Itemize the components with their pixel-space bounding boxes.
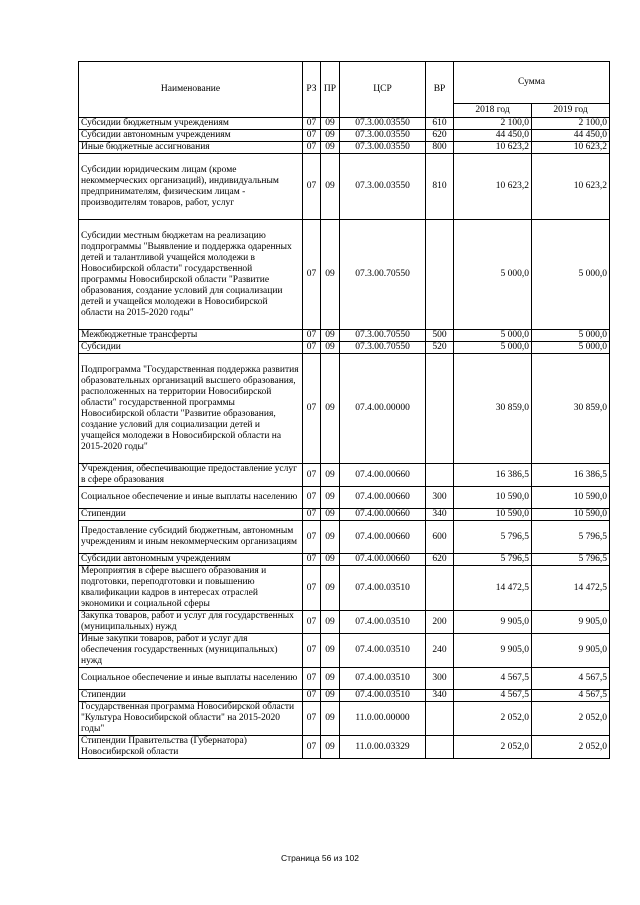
cell-rz: 07	[303, 154, 321, 220]
cell-vr	[426, 702, 454, 736]
cell-s2019: 4 567,5	[532, 668, 610, 690]
cell-s2019: 2 052,0	[532, 736, 610, 759]
cell-vr: 620	[426, 130, 454, 142]
cell-vr	[426, 354, 454, 464]
cell-pr: 09	[321, 154, 340, 220]
cell-s2019: 10 623,2	[532, 142, 610, 154]
cell-rz: 07	[303, 509, 321, 521]
cell-rz: 07	[303, 220, 321, 330]
cell-csr: 07.4.00.00660	[340, 521, 426, 554]
table-row	[79, 154, 610, 220]
cell-vr: 200	[426, 611, 454, 634]
header-csr: ЦСР	[340, 62, 426, 118]
cell-rz: 07	[303, 690, 321, 702]
cell-s2019: 4 567,5	[532, 690, 610, 702]
cell-s2018: 10 590,0	[454, 487, 532, 509]
cell-csr: 07.4.00.03510	[340, 690, 426, 702]
cell-csr: 07.3.00.03550	[340, 142, 426, 154]
cell-vr: 810	[426, 154, 454, 220]
cell-s2018: 30 859,0	[454, 354, 532, 464]
cell-rz: 07	[303, 668, 321, 690]
cell-name: Субсидии автономным учреждениям	[79, 554, 303, 566]
table-row	[79, 509, 610, 521]
header-name: Наименование	[79, 62, 303, 118]
cell-csr: 07.4.00.03510	[340, 611, 426, 634]
cell-rz: 07	[303, 130, 321, 142]
cell-s2019: 5 796,5	[532, 554, 610, 566]
cell-name: Субсидии юридическим лицам (кроме некоммерческих организаций), индивидуальным предпринимателям, физическим лицам - производителям товаров, работ, услуг	[79, 154, 303, 220]
cell-pr: 09	[321, 487, 340, 509]
cell-pr: 09	[321, 554, 340, 566]
cell-csr: 07.4.00.00660	[340, 554, 426, 566]
cell-vr: 240	[426, 634, 454, 668]
cell-s2019: 10 623,2	[532, 154, 610, 220]
cell-vr: 340	[426, 509, 454, 521]
cell-name: Субсидии бюджетным учреждениям	[79, 118, 303, 130]
cell-vr	[426, 736, 454, 759]
cell-csr: 07.4.00.03510	[340, 668, 426, 690]
page-footer: Страница 56 из 102	[281, 853, 359, 863]
cell-s2018: 10 623,2	[454, 142, 532, 154]
table-row	[79, 130, 610, 142]
table-body	[79, 118, 610, 759]
header-rz: РЗ	[303, 62, 321, 118]
cell-name: Иные бюджетные ассигнования	[79, 142, 303, 154]
cell-name: Мероприятия в сфере высшего образования и подготовки, переподготовки и повышению квалификации кадров в интересах отраслей экономики и социальной сферы	[79, 566, 303, 611]
cell-s2018: 44 450,0	[454, 130, 532, 142]
cell-csr: 07.3.00.70550	[340, 220, 426, 330]
cell-rz: 07	[303, 118, 321, 130]
cell-pr: 09	[321, 521, 340, 554]
cell-s2019: 30 859,0	[532, 354, 610, 464]
cell-vr: 500	[426, 330, 454, 342]
cell-s2019: 5 000,0	[532, 220, 610, 330]
cell-vr: 610	[426, 118, 454, 130]
cell-csr: 07.4.00.00660	[340, 487, 426, 509]
cell-csr: 07.3.00.70550	[340, 330, 426, 342]
cell-name: Межбюджетные трансферты	[79, 330, 303, 342]
cell-name: Субсидии местным бюджетам на реализацию подпрограммы "Выявление и поддержка одаренных детей и талантливой учащейся молодежи в Новосибирской области" государственной программы Новосибирской области "Развитие образования, создание условий для социализации детей и учащейся молодежи в Новосибирской области на 2015-2020 годы"	[79, 220, 303, 330]
cell-name: Субсидии	[79, 342, 303, 354]
cell-pr: 09	[321, 611, 340, 634]
cell-s2018: 5 796,5	[454, 521, 532, 554]
cell-rz: 07	[303, 736, 321, 759]
cell-s2018: 10 623,2	[454, 154, 532, 220]
cell-pr: 09	[321, 566, 340, 611]
table-row	[79, 142, 610, 154]
cell-rz: 07	[303, 566, 321, 611]
cell-csr: 07.4.00.00000	[340, 354, 426, 464]
cell-name: Государственная программа Новосибирской области "Культура Новосибирской области" на 2015-2020 годы"	[79, 702, 303, 736]
cell-csr: 07.4.00.03510	[340, 634, 426, 668]
cell-name: Стипендии Правительства (Губернатора) Новосибирской области	[79, 736, 303, 759]
cell-vr: 600	[426, 521, 454, 554]
header-year-2019: 2019 год	[532, 104, 610, 118]
cell-vr: 520	[426, 342, 454, 354]
cell-rz: 07	[303, 554, 321, 566]
cell-pr: 09	[321, 509, 340, 521]
table-row	[79, 736, 610, 759]
cell-pr: 09	[321, 736, 340, 759]
cell-pr: 09	[321, 142, 340, 154]
table-row	[79, 330, 610, 342]
cell-s2018: 14 472,5	[454, 566, 532, 611]
cell-rz: 07	[303, 487, 321, 509]
table-row	[79, 611, 610, 634]
cell-s2019: 2 052,0	[532, 702, 610, 736]
cell-s2018: 10 590,0	[454, 509, 532, 521]
table-row	[79, 521, 610, 554]
cell-name: Предоставление субсидий бюджетным, автономным учреждениям и иным некоммерческим организациям	[79, 521, 303, 554]
cell-s2019: 10 590,0	[532, 487, 610, 509]
cell-csr: 07.4.00.00660	[340, 509, 426, 521]
table-row	[79, 690, 610, 702]
cell-pr: 09	[321, 330, 340, 342]
cell-s2018: 2 052,0	[454, 702, 532, 736]
cell-rz: 07	[303, 634, 321, 668]
cell-s2019: 2 100,0	[532, 118, 610, 130]
cell-rz: 07	[303, 354, 321, 464]
cell-s2018: 9 905,0	[454, 611, 532, 634]
cell-csr: 07.3.00.03550	[340, 130, 426, 142]
header-vr: ВР	[426, 62, 454, 118]
cell-name: Закупка товаров, работ и услуг для государственных (муниципальных) нужд	[79, 611, 303, 634]
table-row	[79, 342, 610, 354]
cell-pr: 09	[321, 220, 340, 330]
cell-vr	[426, 566, 454, 611]
cell-s2018: 2 052,0	[454, 736, 532, 759]
table-row	[79, 634, 610, 668]
cell-vr	[426, 220, 454, 330]
cell-pr: 09	[321, 690, 340, 702]
cell-vr	[426, 464, 454, 487]
cell-s2018: 5 000,0	[454, 220, 532, 330]
cell-name: Стипендии	[79, 509, 303, 521]
table-row	[79, 354, 610, 464]
table-row	[79, 464, 610, 487]
cell-csr: 11.0.00.03329	[340, 736, 426, 759]
cell-rz: 07	[303, 702, 321, 736]
table-row	[79, 566, 610, 611]
cell-name: Учреждения, обеспечивающие предоставление услуг в сфере образования	[79, 464, 303, 487]
cell-rz: 07	[303, 611, 321, 634]
cell-s2018: 4 567,5	[454, 668, 532, 690]
cell-rz: 07	[303, 330, 321, 342]
cell-csr: 07.3.00.70550	[340, 342, 426, 354]
cell-csr: 11.0.00.00000	[340, 702, 426, 736]
cell-rz: 07	[303, 521, 321, 554]
cell-s2019: 9 905,0	[532, 611, 610, 634]
cell-s2019: 10 590,0	[532, 509, 610, 521]
cell-vr: 300	[426, 668, 454, 690]
cell-name: Стипендии	[79, 690, 303, 702]
cell-csr: 07.4.00.00660	[340, 464, 426, 487]
header-year-2018: 2018 год	[454, 104, 532, 118]
cell-pr: 09	[321, 668, 340, 690]
cell-pr: 09	[321, 342, 340, 354]
cell-s2019: 14 472,5	[532, 566, 610, 611]
table-row	[79, 554, 610, 566]
cell-pr: 09	[321, 702, 340, 736]
cell-vr: 620	[426, 554, 454, 566]
cell-s2019: 5 796,5	[532, 521, 610, 554]
cell-vr: 300	[426, 487, 454, 509]
cell-s2019: 5 000,0	[532, 330, 610, 342]
cell-pr: 09	[321, 130, 340, 142]
cell-csr: 07.4.00.03510	[340, 566, 426, 611]
table-row	[79, 702, 610, 736]
cell-s2018: 9 905,0	[454, 634, 532, 668]
header-sum: Сумма	[454, 62, 610, 104]
cell-csr: 07.3.00.03550	[340, 118, 426, 130]
cell-name: Подпрограмма "Государственная поддержка развития образовательных организаций высшего образования, расположенных на территории Новосибирской области" государственной программы Новосибирской области "Развитие образования, создание условий для социализации детей и учащейся молодежи в Новосибирской области на 2015-2020 годы"	[79, 354, 303, 464]
cell-s2018: 5 000,0	[454, 330, 532, 342]
table-row	[79, 487, 610, 509]
cell-rz: 07	[303, 342, 321, 354]
cell-s2019: 9 905,0	[532, 634, 610, 668]
table-row	[79, 118, 610, 130]
cell-s2019: 16 386,5	[532, 464, 610, 487]
table-row	[79, 668, 610, 690]
cell-pr: 09	[321, 634, 340, 668]
cell-s2019: 44 450,0	[532, 130, 610, 142]
cell-s2018: 5 000,0	[454, 342, 532, 354]
cell-csr: 07.3.00.03550	[340, 154, 426, 220]
cell-rz: 07	[303, 142, 321, 154]
cell-s2019: 5 000,0	[532, 342, 610, 354]
cell-pr: 09	[321, 118, 340, 130]
cell-s2018: 4 567,5	[454, 690, 532, 702]
budget-table	[78, 61, 610, 759]
cell-s2018: 2 100,0	[454, 118, 532, 130]
cell-name: Социальное обеспечение и иные выплаты населению	[79, 487, 303, 509]
header-pr: ПР	[321, 62, 340, 118]
cell-pr: 09	[321, 354, 340, 464]
cell-vr: 340	[426, 690, 454, 702]
cell-s2018: 16 386,5	[454, 464, 532, 487]
cell-name: Социальное обеспечение и иные выплаты населению	[79, 668, 303, 690]
cell-rz: 07	[303, 464, 321, 487]
cell-name: Субсидии автономным учреждениям	[79, 130, 303, 142]
table-row	[79, 220, 610, 330]
cell-s2018: 5 796,5	[454, 554, 532, 566]
cell-vr: 800	[426, 142, 454, 154]
cell-name: Иные закупки товаров, работ и услуг для обеспечения государственных (муниципальных) нужд	[79, 634, 303, 668]
cell-pr: 09	[321, 464, 340, 487]
